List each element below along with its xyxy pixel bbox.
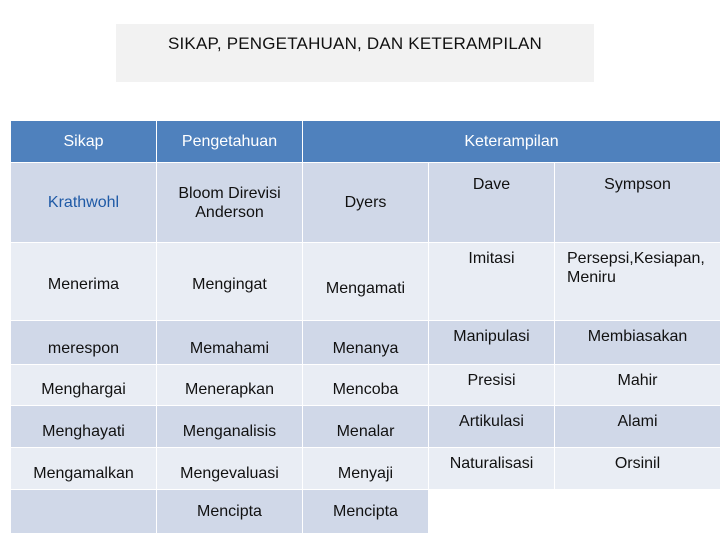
cell-dave: Manipulasi bbox=[429, 321, 555, 365]
cell-pengetahuan: Mencipta bbox=[157, 490, 303, 534]
table-row bbox=[11, 243, 720, 321]
subheader-sympson: Sympson bbox=[555, 163, 720, 243]
cell-dyers: Menyaji bbox=[303, 448, 429, 490]
cell-sympson: Persepsi,Kesiapan, Meniru bbox=[555, 243, 720, 321]
cell-dyers: Menalar bbox=[303, 406, 429, 448]
cell-sikap: Menghayati bbox=[11, 406, 157, 448]
taxonomy-table bbox=[10, 120, 720, 534]
cell-dyers: Mencipta bbox=[303, 490, 429, 534]
subheader-bloom: Bloom Direvisi Anderson bbox=[157, 163, 303, 243]
table-header-row bbox=[11, 121, 720, 163]
cell-dave: Naturalisasi bbox=[429, 448, 555, 490]
table-row bbox=[11, 365, 720, 406]
table-row bbox=[11, 406, 720, 448]
cell-sympson: Alami bbox=[555, 406, 720, 448]
cell-sympson-empty bbox=[555, 490, 720, 534]
cell-sikap bbox=[11, 490, 157, 534]
cell-sympson: Membiasakan bbox=[555, 321, 720, 365]
cell-pengetahuan: Mengevaluasi bbox=[157, 448, 303, 490]
cell-dyers: Mencoba bbox=[303, 365, 429, 406]
title-box bbox=[116, 24, 594, 82]
cell-sikap: Menerima bbox=[11, 243, 157, 321]
table-subheader-row bbox=[11, 163, 720, 243]
subheader-dyers: Dyers bbox=[303, 163, 429, 243]
table-row bbox=[11, 490, 720, 534]
header-pengetahuan: Pengetahuan bbox=[157, 121, 303, 163]
table-row bbox=[11, 321, 720, 365]
table-row bbox=[11, 448, 720, 490]
cell-pengetahuan: Mengingat bbox=[157, 243, 303, 321]
cell-pengetahuan: Menerapkan bbox=[157, 365, 303, 406]
cell-pengetahuan: Menganalisis bbox=[157, 406, 303, 448]
cell-sikap: merespon bbox=[11, 321, 157, 365]
cell-dave: Presisi bbox=[429, 365, 555, 406]
cell-dave: Imitasi bbox=[429, 243, 555, 321]
cell-dave-empty bbox=[429, 490, 555, 534]
cell-dave: Artikulasi bbox=[429, 406, 555, 448]
cell-sikap: Mengamalkan bbox=[11, 448, 157, 490]
subheader-krathwohl: Krathwohl bbox=[11, 163, 157, 243]
header-keterampilan: Keterampilan bbox=[303, 121, 720, 163]
header-sikap: Sikap bbox=[11, 121, 157, 163]
cell-sikap: Menghargai bbox=[11, 365, 157, 406]
cell-sympson: Orsinil bbox=[555, 448, 720, 490]
cell-dyers: Menanya bbox=[303, 321, 429, 365]
page-title: SIKAP, PENGETAHUAN, DAN KETERAMPILAN bbox=[167, 34, 543, 53]
cell-sympson: Mahir bbox=[555, 365, 720, 406]
subheader-dave: Dave bbox=[429, 163, 555, 243]
cell-dyers: Mengamati bbox=[303, 243, 429, 321]
cell-pengetahuan: Memahami bbox=[157, 321, 303, 365]
